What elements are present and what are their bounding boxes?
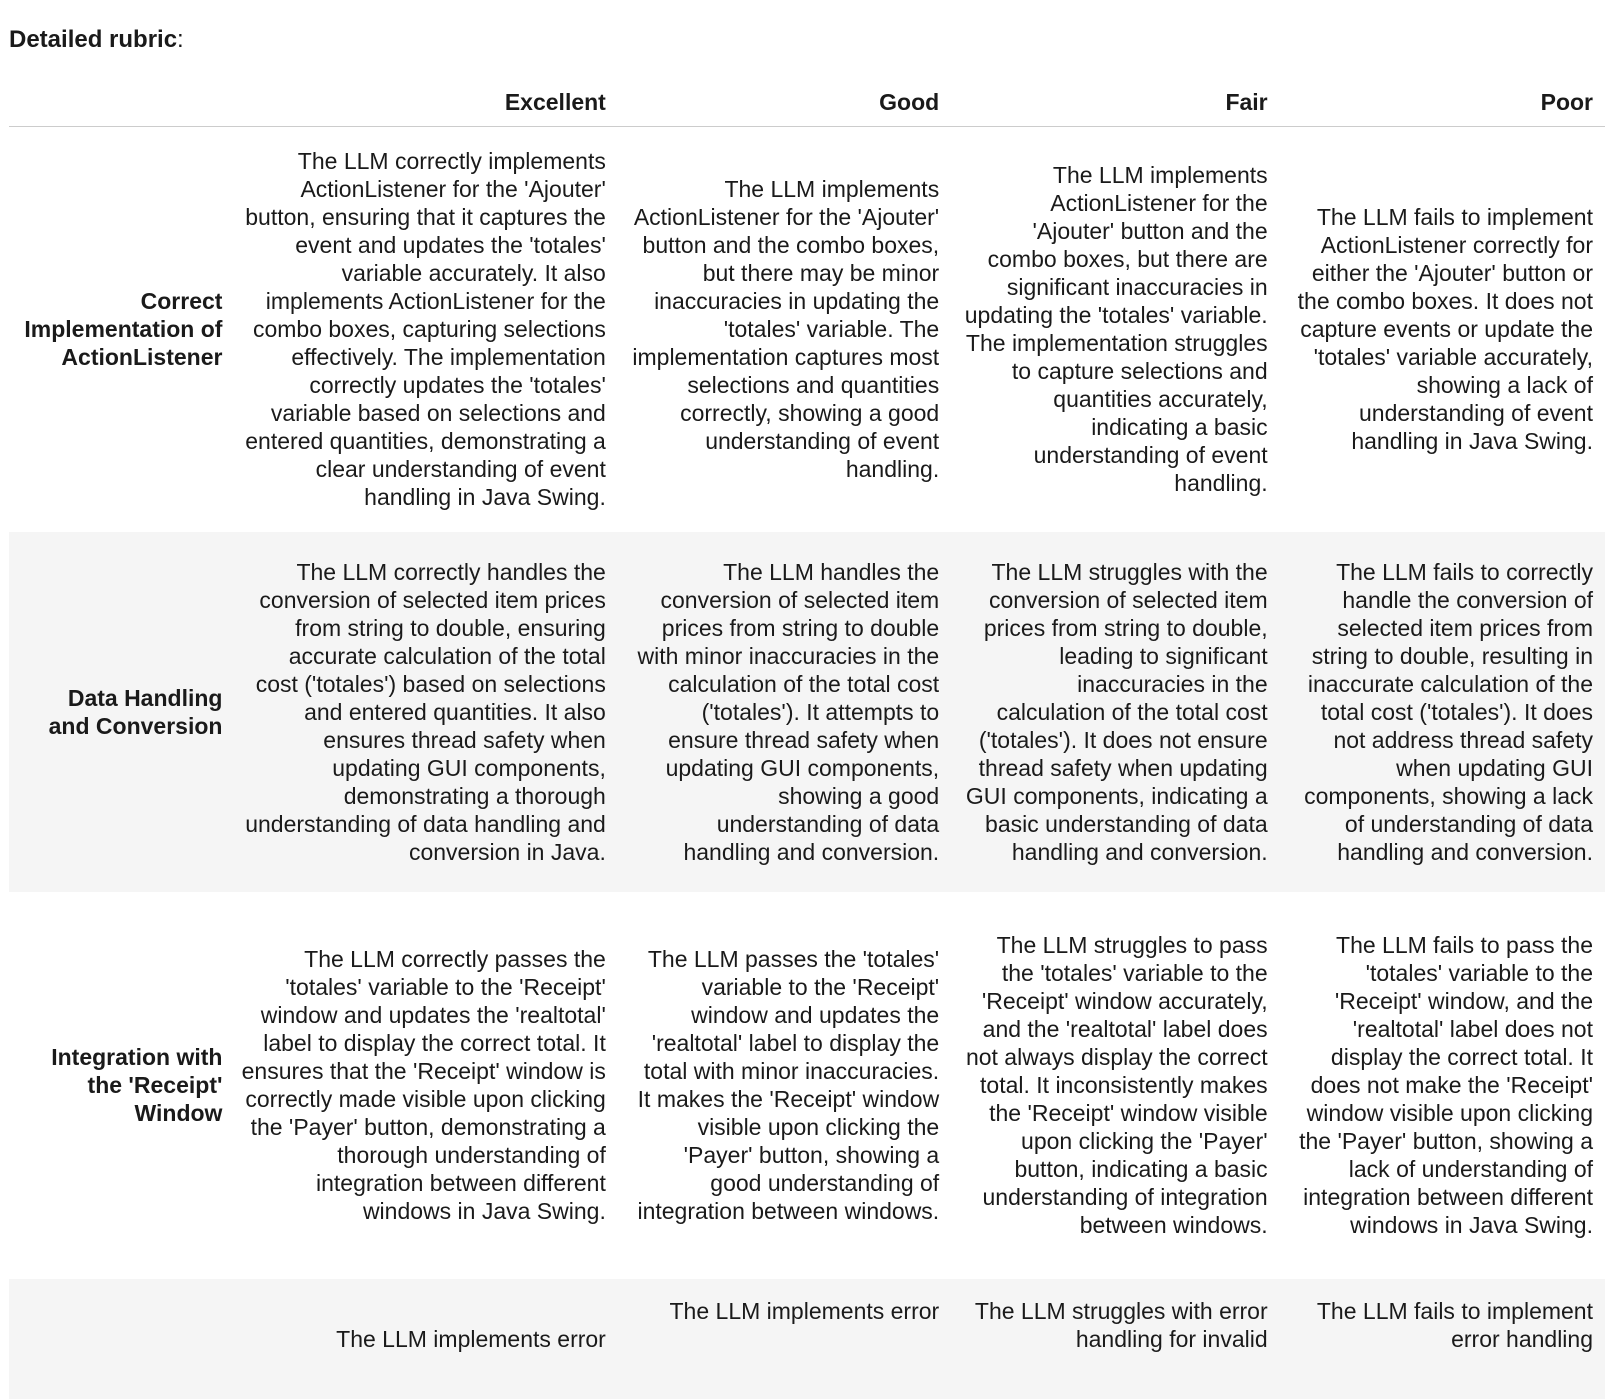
table-row <box>9 532 1605 892</box>
cell-excellent: The LLM correctly handles the conversion of selected item prices from string to double, ensuring accurate calculation of the total cost ('totales') based on selections and entered quantities. It also ensures thread safety when updating GUI components, demonstrating a thorough understanding of data handling and conversion in Java. <box>228 532 617 892</box>
header-fair: Fair <box>951 82 1279 127</box>
cell-poor: The LLM fails to pass the 'totales' variable to the 'Receipt' window, and the 'realtotal' label does not display the correct total. It does not make the 'Receipt' window visible upon clicking the 'Payer' button, showing a lack of understanding of integration between different windows in Java Swing. <box>1299 932 1593 1238</box>
cell-good: The LLM passes the 'totales' variable to the 'Receipt' window and updates the 'realtotal' label to display the total with minor inaccuracies. It makes the 'Receipt' window visible upon clicking the 'Payer' button, showing a good understanding of integration between windows. <box>637 946 940 1224</box>
header-row <box>9 82 1605 127</box>
cell-text: The LLM implements error <box>669 1297 940 1324</box>
cell-fair: The LLM struggles with error handling for invalid <box>951 1279 1279 1399</box>
cell-fair: The LLM struggles to pass the 'totales' variable to the 'Receipt' window accurately, and the 'realtotal' label does not always display the correct total. It inconsistently makes the 'Receipt' window visible upon clicking the 'Payer' button, indicating a basic understanding of integration between windows. <box>965 932 1268 1238</box>
cell-poor: The LLM fails to correctly handle the conversion of selected item prices from string to double, resulting in inaccurate calculation of the total cost ('totales'). It does not address thread safety when updating GUI components, showing a lack of understanding of data handling and conversion. <box>1280 532 1605 892</box>
table-row <box>9 892 1605 1279</box>
table-row <box>9 127 1605 532</box>
criterion-label: Data Handling and Conversion <box>9 532 228 892</box>
header-good: Good <box>618 82 951 127</box>
rubric-heading <box>9 26 184 54</box>
rubric-heading-bold: Detailed rubric <box>9 26 178 53</box>
criterion-label <box>9 1279 228 1399</box>
header-excellent: Excellent <box>228 82 617 127</box>
cell-good: The LLM implements ActionListener for the 'Ajouter' button and the combo boxes, but there may be minor inaccuracies in updating the 'totales' variable. The implementation captures most selections and quantities correctly, showing a good understanding of event handling. <box>632 176 940 483</box>
cell-fair: The LLM implements ActionListener for the 'Ajouter' button and the combo boxes, but there are significant inaccuracies in updating the 'totales' variable. The implementation struggles to capture selections and quantities accurately, indicating a basic understanding of event handling. <box>964 162 1268 497</box>
cell-poor: The LLM fails to implement error handling <box>1280 1279 1605 1399</box>
criterion-label: Correct Implementation of ActionListener <box>24 288 223 371</box>
cell-good: The LLM handles the conversion of selected item prices from string to double with minor inaccuracies in the calculation of the total cost ('totales'). It attempts to ensure thread safety when updating GUI components, showing a good understanding of data handling and conversion. <box>618 532 951 892</box>
header-criterion <box>9 82 228 127</box>
cell-excellent: The LLM correctly implements ActionListener for the 'Ajouter' button, ensuring that it captures the event and updates the 'totales' variable accurately. It also implements ActionListener for the combo boxes, capturing selections effectively. The implementation correctly updates the 'totales' variable based on selections and entered quantities, demonstrating a clear understanding of event handling in Java Swing. <box>245 148 606 511</box>
header-poor: Poor <box>1280 82 1605 127</box>
rubric-heading-suffix: : <box>177 26 184 53</box>
rubric-table <box>9 82 1605 1399</box>
table-row <box>9 1279 1605 1399</box>
cell-excellent: The LLM correctly passes the 'totales' variable to the 'Receipt' window and updates the 'realtotal' label to display the correct total. It ensures that the 'Receipt' window is correctly made visible upon clicking the 'Payer' button, demonstrating a thorough understanding of integration between different windows in Java Swing. <box>241 946 606 1224</box>
cell-fair: The LLM struggles with the conversion of selected item prices from string to double, leading to significant inaccuracies in the calculation of the total cost ('totales'). It does not ensure thread safety when updating GUI components, indicating a basic understanding of data handling and conversion. <box>951 532 1279 892</box>
cell-poor: The LLM fails to implement ActionListener correctly for either the 'Ajouter' button or the combo boxes. It does not capture events or update the 'totales' variable accurately, showing a lack of understanding of event handling in Java Swing. <box>1297 204 1593 455</box>
cell-text: The LLM implements error <box>336 1325 606 1352</box>
criterion-label: Integration with the 'Receipt' Window <box>51 1044 223 1126</box>
cell-excellent <box>228 1279 617 1399</box>
cell-good <box>618 1279 951 1399</box>
